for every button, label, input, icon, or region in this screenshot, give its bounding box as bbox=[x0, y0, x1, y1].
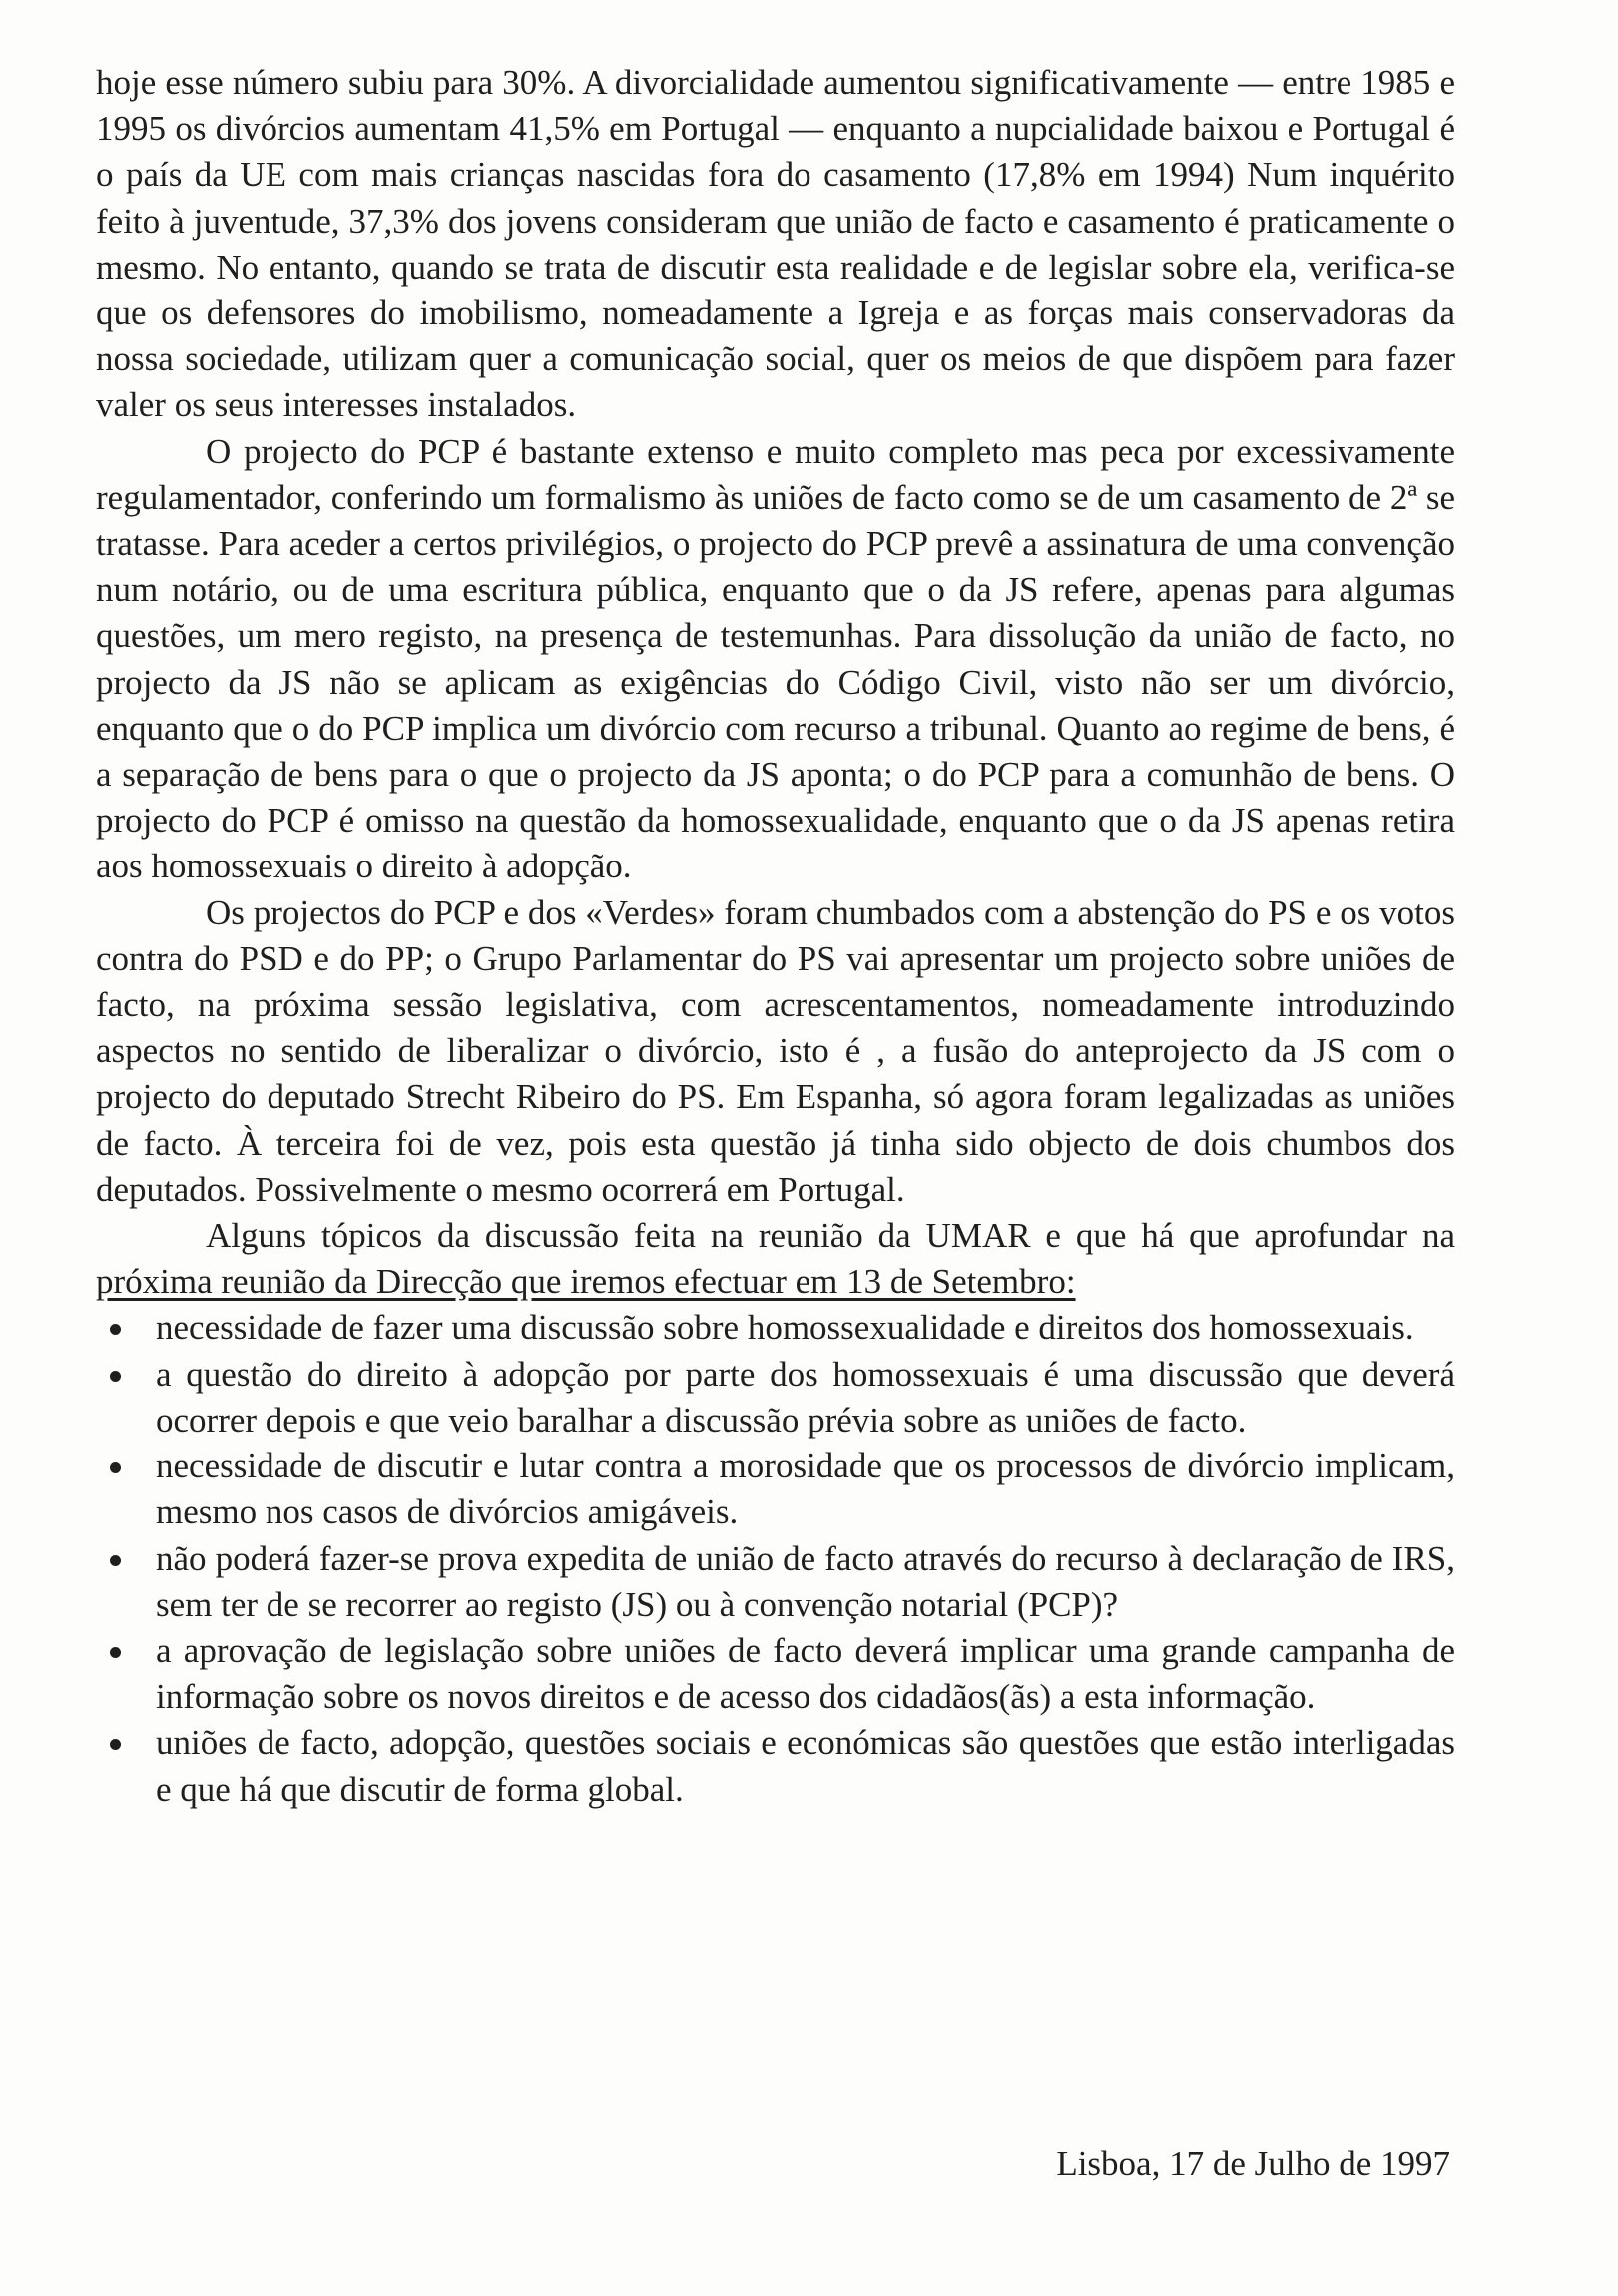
bullet-icon bbox=[110, 1371, 121, 1382]
bullet-icon bbox=[110, 1647, 121, 1658]
list-item-text: a questão do direito à adopção por parte dos homossexuais é uma discussão que deverá ocorrer depois e que veio baralhar a discussão prévia sobre as uniões de facto. bbox=[156, 1354, 1455, 1439]
list-item bbox=[96, 1352, 1455, 1443]
bullet-icon bbox=[110, 1739, 121, 1750]
paragraph-statistics: hoje esse número subiu para 30%. A divorcialidade aumentou significativamente — entre 1985 e 1995 os divórcios aumentam 41,5% em Portugal — enquanto a nupcialidade baixou e Portugal é o país da UE com mais crianças nascidas fora do casamento (17,8% em 1994) Num inquérito feito à juventude, 37,3% dos jovens consideram que união de facto e casamento é praticamente o mesmo. No entanto, quando se trata de discutir esta realidade e de legislar sobre ela, verifica-se que os defensores do imobilismo, nomeadamente a Igreja e as forças mais conservadoras da nossa sociedade, utilizam quer a comunicação social, quer os meios de que dispõem para fazer valer os seus interesses instalados. bbox=[96, 63, 1455, 425]
list-item bbox=[96, 1628, 1455, 1720]
list-item-text: não poderá fazer-se prova expedita de união de facto através do recurso à declaração de IRS, sem ter de se recorrer ao registo (JS) ou à convenção notarial (PCP)? bbox=[156, 1538, 1455, 1624]
bullet-icon bbox=[110, 1555, 121, 1566]
list-item-text: a aprovação de legislação sobre uniões de facto deverá implicar uma grande campanha de informação sobre os novos direitos e de acesso dos cidadãos(ãs) a esta informação. bbox=[156, 1630, 1455, 1717]
list-item-text: necessidade de discutir e lutar contra a morosidade que os processos de divórcio implicam, mesmo nos casos de divórcios amigáveis. bbox=[156, 1446, 1455, 1532]
topics-list bbox=[96, 1305, 1455, 1812]
place-date-signature: Lisboa, 17 de Julho de 1997 bbox=[1056, 2144, 1450, 2183]
bullet-icon bbox=[110, 1462, 121, 1473]
bullet-icon bbox=[110, 1324, 121, 1335]
paragraph-vote-results: Os projectos do PCP e dos «Verdes» foram chumbados com a abstenção do PS e os votos contra do PSD e do PP; o Grupo Parlamentar do PS vai apresentar um projecto sobre uniões de facto, na próxima sessão legislativa, com acrescentamentos, nomeadamente introduzindo aspectos no sentido de liberalizar o divórcio, isto é , a fusão do anteprojecto da JS com o projecto do deputado Strecht Ribeiro do PS. Em Espanha, só agora foram legalizadas as uniões de facto. À terceira foi de vez, pois esta questão já tinha sido objecto de dois chumbos dos deputados. Possivelmente o mesmo ocorrerá em Portugal. bbox=[96, 892, 1455, 1209]
topics-intro-underlined: próxima reunião da Direcção que iremos efectuar em 13 de Setembro: bbox=[96, 1262, 1076, 1302]
list-item-text: necessidade de fazer uma discussão sobre homossexualidade e direitos dos homossexuais. bbox=[156, 1308, 1414, 1348]
list-item bbox=[96, 1536, 1455, 1628]
list-item bbox=[96, 1305, 1455, 1351]
list-item bbox=[96, 1720, 1455, 1812]
topics-intro-text: Alguns tópicos da discussão feita na reunião da UMAR e que há que aprofundar na bbox=[206, 1216, 1455, 1256]
list-item-text: uniões de facto, adopção, questões sociais e económicas são questões que estão interligadas e que há que discutir de forma global. bbox=[156, 1723, 1455, 1809]
paragraph-pcp-project: O projecto do PCP é bastante extenso e muito completo mas peca por excessivamente regulamentador, conferindo um formalismo às uniões de facto como se de um casamento de 2ª se tratasse. Para aceder a certos privilégios, o projecto do PCP prevê a assinatura de uma convenção num notário, ou de uma escritura pública, enquanto que o da JS refere, apenas para algumas questões, um mero registo, na presença de testemunhas. Para dissolução da união de facto, no projecto da JS não se aplicam as exigências do Código Civil, visto não ser um divórcio, enquanto que o do PCP implica um divórcio com recurso a tribunal. Quanto ao regime de bens, é a separação de bens para o que o projecto da JS aponta; o do PCP para a comunhão de bens. O projecto do PCP é omisso na questão da homossexualidade, enquanto que o da JS apenas retira aos homossexuais o direito à adopção. bbox=[96, 431, 1455, 886]
document-body bbox=[96, 60, 1455, 1813]
topics-intro bbox=[96, 1213, 1455, 1305]
list-item bbox=[96, 1443, 1455, 1535]
